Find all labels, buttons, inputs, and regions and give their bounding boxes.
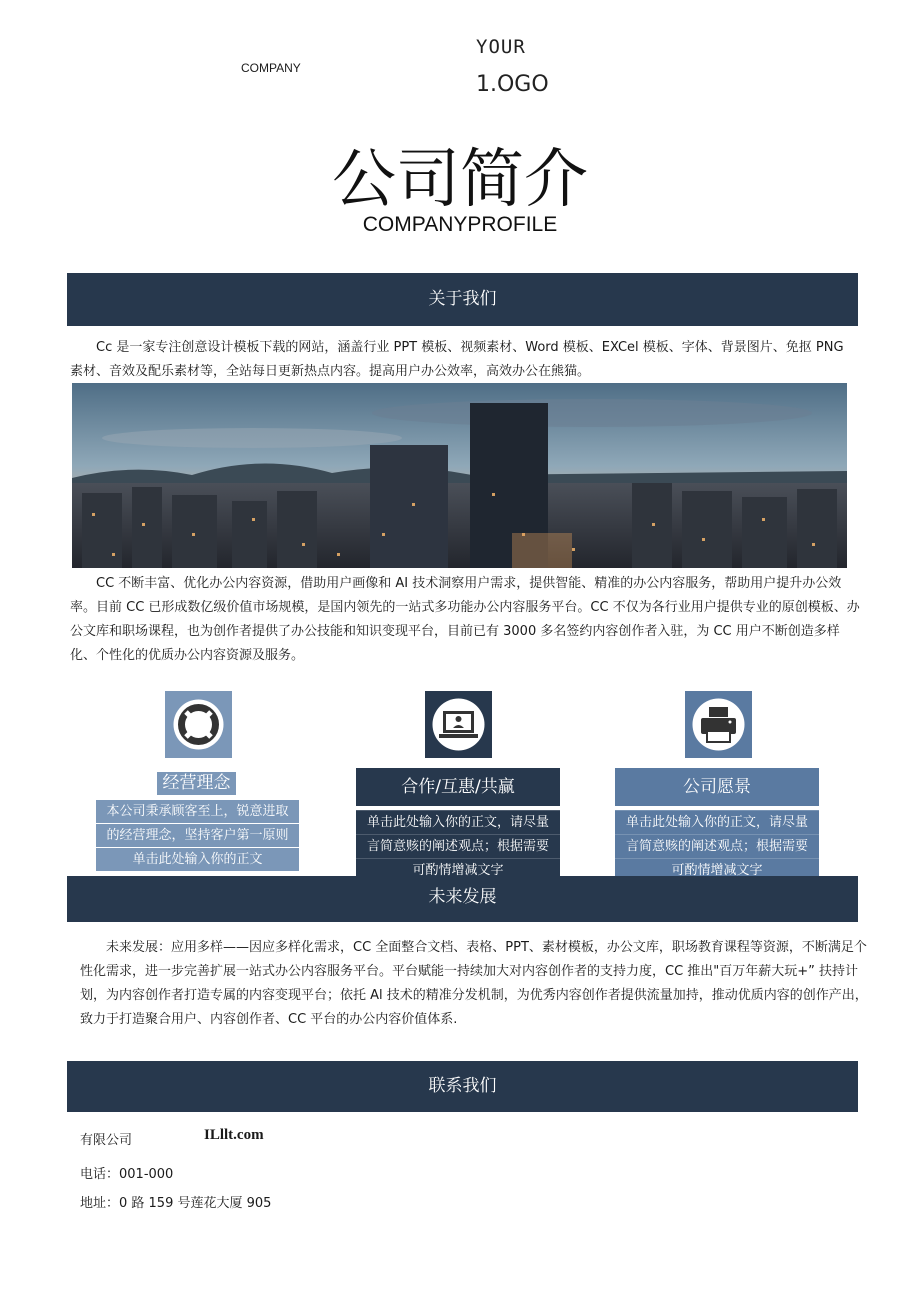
card-1-title: 经营理念 bbox=[157, 772, 236, 795]
card-3-body bbox=[615, 810, 819, 876]
card-1-body bbox=[96, 800, 299, 871]
computer-user-icon bbox=[425, 691, 492, 758]
card-1-line: 的经营理念，坚持客户第一原则 bbox=[96, 824, 299, 847]
future-paragraph: 未来发展：应用多样——因应多样化需求，CC 全面整合文档、表格、PPT、素材模板，办公文库，职场教育课程等资源，不断满足个性化需求，进一步完善扩展一站式办公内容服务平台。平台赋能一持续加大对内容创作者的支持力度，CC 推出"百万年薪大玩+” 扶持计划，为内容创作者打造专属的内容变现平台；依托 Al 技术的精准分发机制，为优秀内容创作者提供流量加持，推动优质内容的创作产出，致力于打造聚合用户、内容创作者、CC 平台的办公内容价值体系. bbox=[80, 940, 868, 1027]
logo-your-text: YOUR bbox=[476, 36, 526, 58]
logo-company-text: COMPANY bbox=[241, 61, 301, 75]
logo-logo-text: 1.OGO bbox=[476, 72, 549, 97]
about-detail-paragraph: CC 不断丰富、优化办公内容资源，借助用户画像和 AI 技术洞察用户需求，提供智能、精准的办公内容服务，帮助用户提升办公效率。目前 CC 已形成数亿级价值市场规模，是国内领先的一站式多功能办公内容服务平台。CC 不仅为各行业用户提供专业的原创模板、办公文库和职场课程，也为创作者提供了办公技能和知识变现平台，目前已有 3000 多名签约内容创作者入驻，为 CC 用户不断创造多样化、个性化的优质办公内容资源及服务。 bbox=[70, 576, 860, 663]
card-2-body bbox=[356, 810, 560, 876]
section-heading-future: 未来发展 bbox=[67, 876, 858, 922]
lifebuoy-icon bbox=[165, 691, 232, 758]
card-3-title: 公司愿景 bbox=[615, 768, 819, 806]
card-1-line: 单击此处输入你的正文 bbox=[96, 848, 299, 871]
printer-icon bbox=[685, 691, 752, 758]
contact-phone: 电话：001-000 bbox=[80, 1167, 174, 1182]
contact-website[interactable]: ILllt.com bbox=[204, 1127, 264, 1143]
about-intro-paragraph: Cc 是一家专注创意设计模板下载的网站，涵盖行业 PPT 模板、视频素材、Word 模板、EXCel 模板、字体、背景图片、免抠 PNG 素材、音效及配乐素材等，全站每日更新热点内容。提高用户办公效率，高效办公在熊猫。 bbox=[70, 340, 844, 379]
card-2-line: 言简意赅的阐述观点；根据需要 bbox=[356, 834, 560, 858]
card-3-icon-box bbox=[685, 691, 752, 758]
page-subtitle: COMPANYPROFILE bbox=[362, 213, 558, 236]
card-1-line: 本公司秉承顾客至上，锐意进取 bbox=[96, 800, 299, 823]
section-heading-about: 关于我们 bbox=[67, 273, 858, 326]
card-2-line: 可酌情增减文字 bbox=[356, 858, 560, 876]
card-3-line: 单击此处输入你的正文，请尽量 bbox=[615, 810, 819, 834]
contact-address: 地址：0 路 159 号莲花大厦 905 bbox=[80, 1196, 272, 1211]
city-skyline-image bbox=[72, 383, 847, 568]
card-2-line: 单击此处输入你的正文，请尽量 bbox=[356, 810, 560, 834]
card-1-icon-box bbox=[165, 691, 232, 758]
card-2-title: 合作/互惠/共赢 bbox=[356, 768, 560, 806]
page-title: 公司简介 bbox=[332, 143, 588, 217]
card-3-line: 言简意赅的阐述观点；根据需要 bbox=[615, 834, 819, 858]
card-2-icon-box bbox=[425, 691, 492, 758]
card-3-line: 可酌情增减文字 bbox=[615, 858, 819, 876]
section-heading-contact: 联系我们 bbox=[67, 1061, 858, 1112]
contact-company: 有限公司 bbox=[80, 1133, 133, 1148]
